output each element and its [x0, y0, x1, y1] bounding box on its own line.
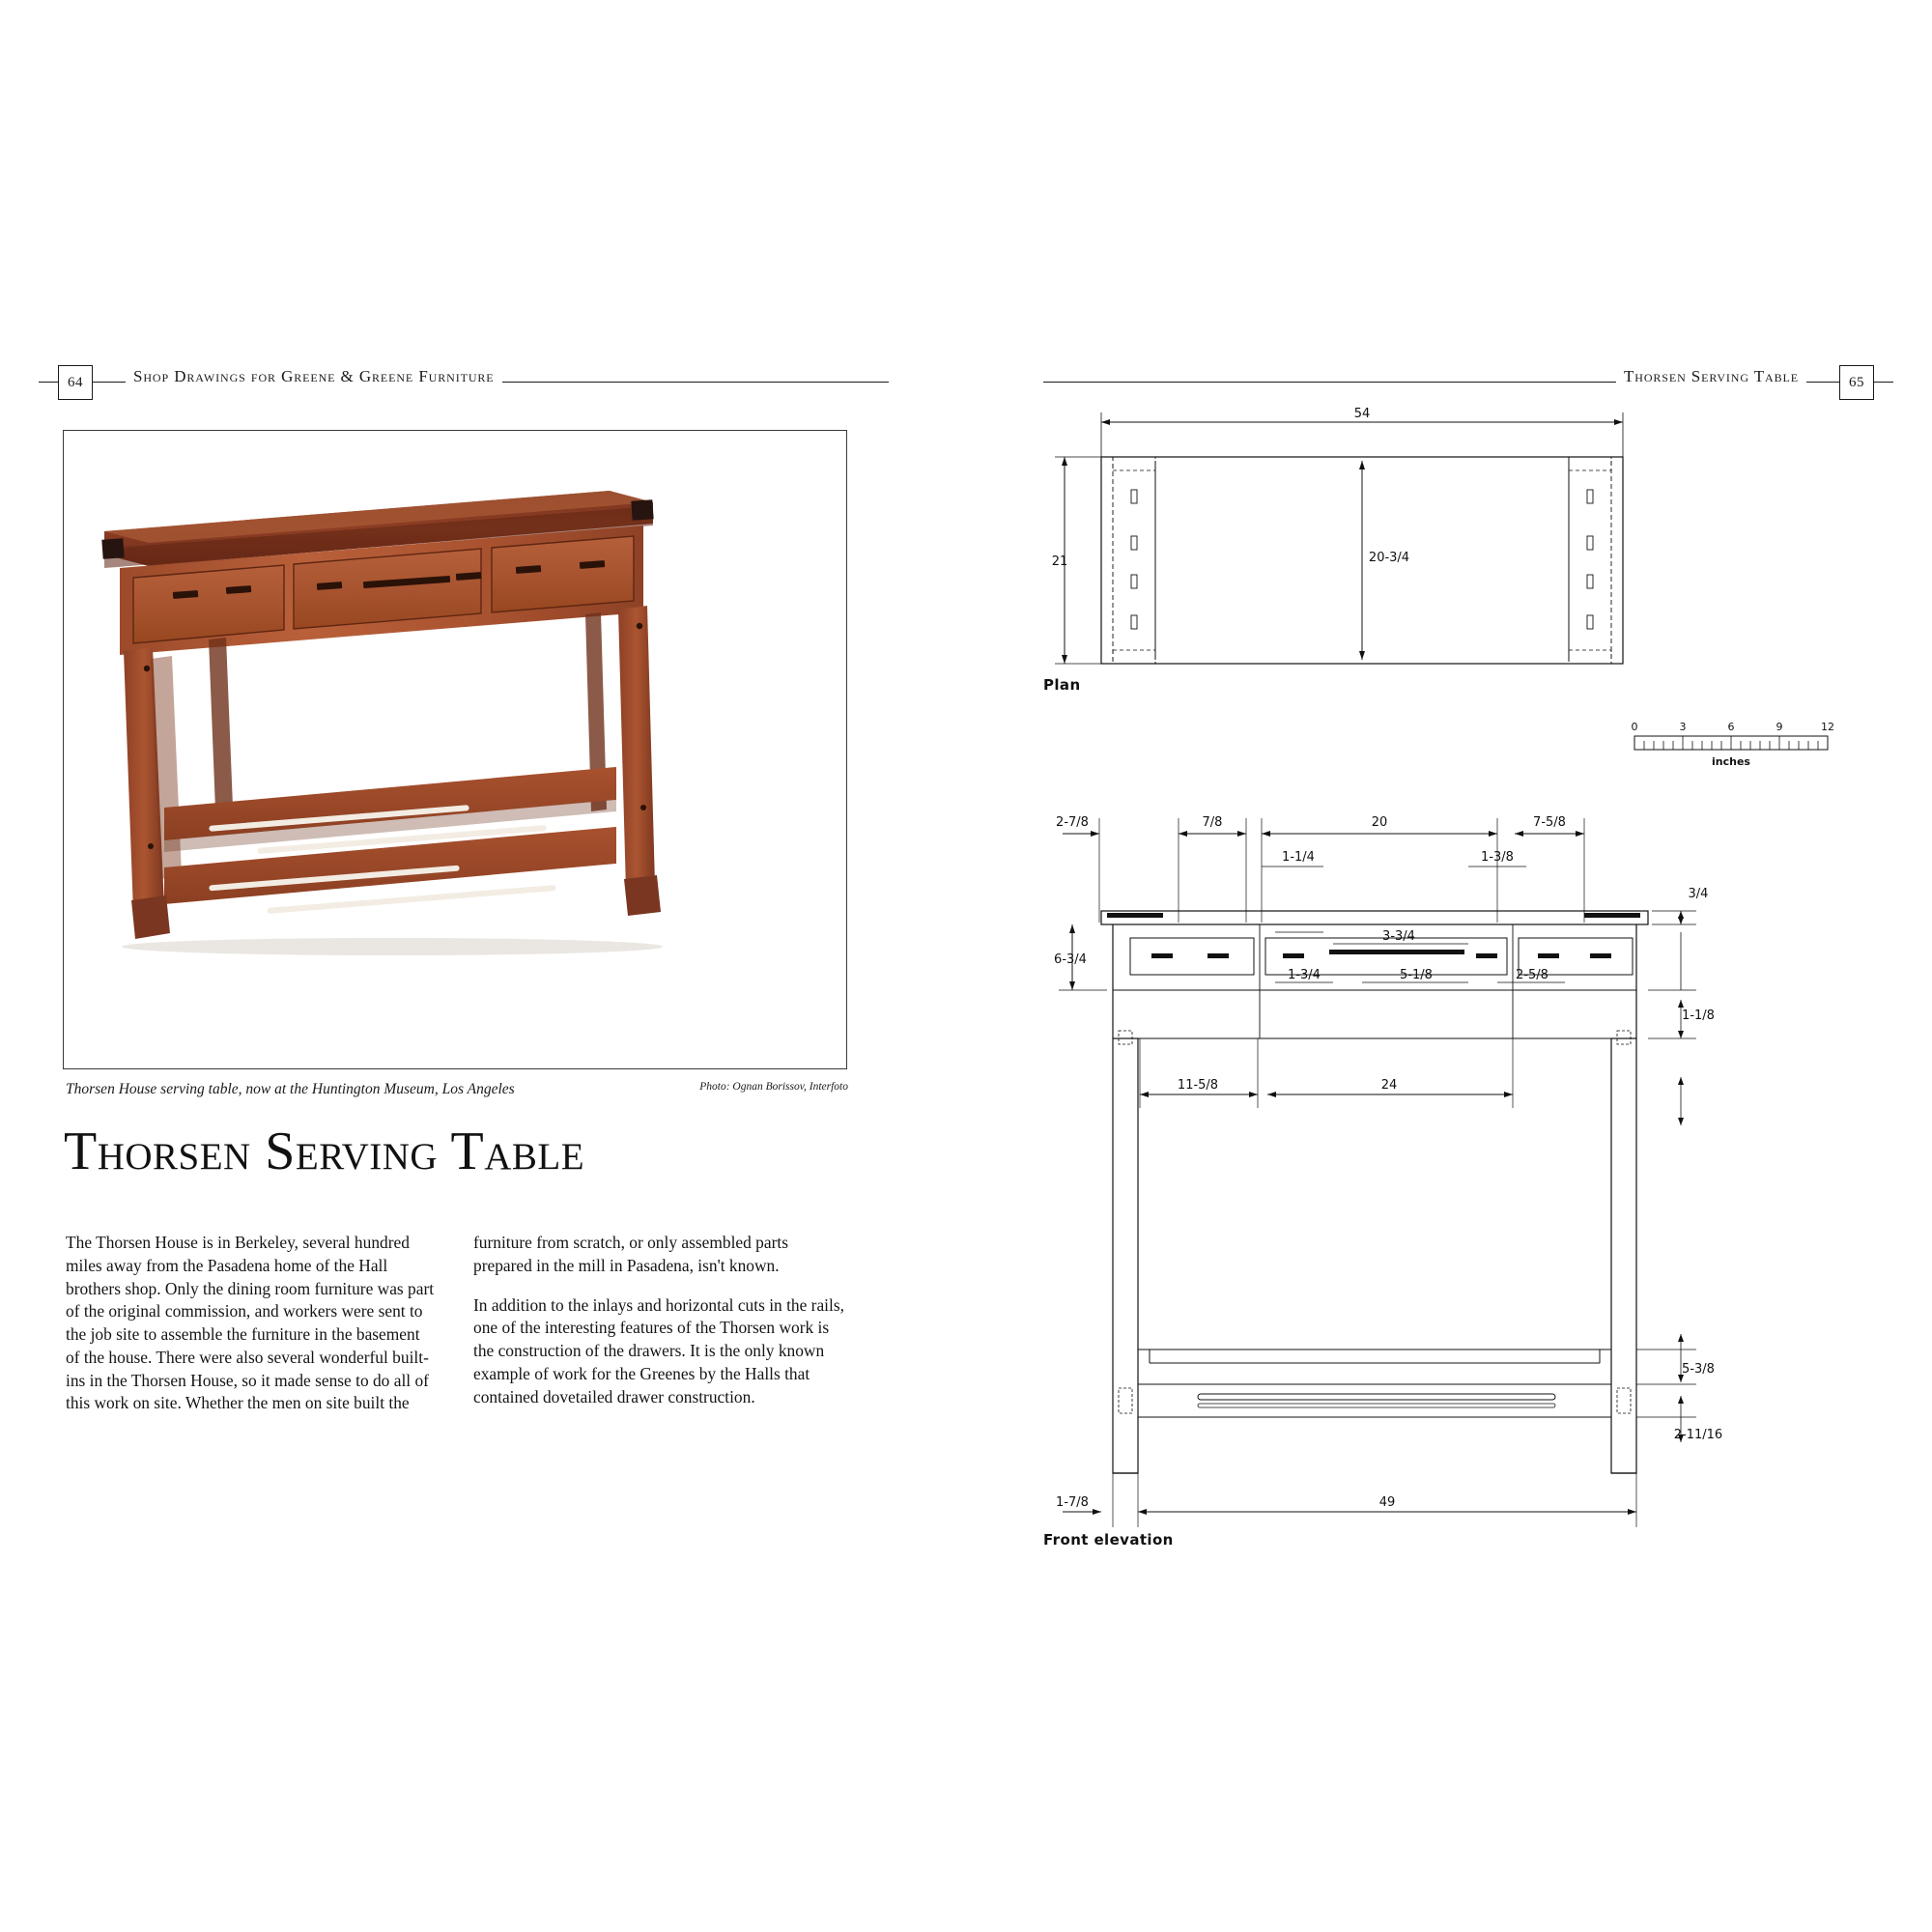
dim-1-3-8: 1-3/8 [1481, 850, 1514, 865]
dim-2-5-8: 2-5/8 [1516, 968, 1548, 982]
photo-frame [63, 430, 847, 1069]
scale-tick-9: 9 [1776, 721, 1783, 733]
scale-units: inches [1712, 755, 1750, 768]
dim-1-7-8: 1-7/8 [1056, 1495, 1089, 1510]
dim-49: 49 [1378, 1495, 1396, 1510]
plan-dim-depth: 21 [1051, 554, 1068, 569]
dim-5-1-8: 5-1/8 [1400, 968, 1433, 982]
front-elevation-drawing [1043, 797, 1893, 1560]
dim-1-3-4: 1-3/4 [1288, 968, 1321, 982]
dim-1-1-4: 1-1/4 [1282, 850, 1315, 865]
plan-dim-inner-depth: 20-3/4 [1368, 551, 1410, 565]
running-head-left: Shop Drawings for Greene & Greene Furniture [126, 367, 502, 386]
scale-tick-0: 0 [1631, 721, 1638, 733]
photo-caption [66, 1081, 848, 1098]
dim-7-5-8: 7-5/8 [1533, 815, 1566, 830]
dim-7-8: 7/8 [1202, 815, 1223, 830]
dim-20: 20 [1371, 815, 1388, 830]
plan-label: Plan [1043, 676, 1081, 694]
scale-tick-3: 3 [1679, 721, 1687, 733]
scale-tick-12: 12 [1821, 721, 1834, 733]
running-head-right: Thorsen Serving Table [1616, 367, 1806, 386]
dim-5-3-8: 5-3/8 [1682, 1362, 1715, 1377]
plan-drawing [1043, 401, 1893, 681]
paragraph: In addition to the inlays and horizontal cuts in the rails, one of the interesting features of the Thorsen work is the construction of the drawers. It is the only known example of work for the Greenes by the Halls that contained dovetailed drawer construction. [473, 1294, 844, 1406]
caption-text: Thorsen House serving table, now at the Huntington Museum, Los Angeles [66, 1081, 515, 1097]
scale-bar [1623, 715, 1893, 782]
dim-24: 24 [1380, 1078, 1398, 1093]
dim-3-4: 3/4 [1688, 887, 1709, 901]
plan-dim-width: 54 [1353, 407, 1371, 421]
folio-left: 64 [58, 365, 93, 400]
body-column-2 [473, 1232, 845, 1425]
dim-6-3-4: 6-3/4 [1054, 952, 1087, 967]
paragraph: The Thorsen House is in Berkeley, several hundred miles away from the Pasadena home of the Hall brothers shop. Only the dining room furniture was part of the original commission, and workers were sent to the job site to assemble the furniture in the basement of the house. There were also several wonderful built-ins in the Thorsen House, so it made sense to do all of this work on site. Whether the men on site built the [66, 1233, 435, 1413]
body-column-1 [66, 1232, 438, 1432]
dim-1-1-8: 1-1/8 [1682, 1009, 1715, 1023]
paragraph: furniture from scratch, or only assembled parts prepared in the mill in Pasadena, isn't known. [473, 1233, 788, 1275]
dim-3-3-4: 3-3/4 [1382, 929, 1415, 944]
photo-credit: Photo: Ognan Borissov, Interfoto [699, 1081, 848, 1093]
dim-2-11-16: 2-11/16 [1673, 1428, 1723, 1442]
page-title: Thorsen Serving Table [64, 1122, 585, 1181]
folio-right: 65 [1839, 365, 1874, 400]
dim-2-7-8: 2-7/8 [1056, 815, 1089, 830]
scale-tick-6: 6 [1727, 721, 1735, 733]
front-elevation-label: Front elevation [1043, 1531, 1174, 1548]
dim-11-5-8: 11-5/8 [1177, 1078, 1219, 1093]
serving-table-photo [64, 431, 846, 1068]
